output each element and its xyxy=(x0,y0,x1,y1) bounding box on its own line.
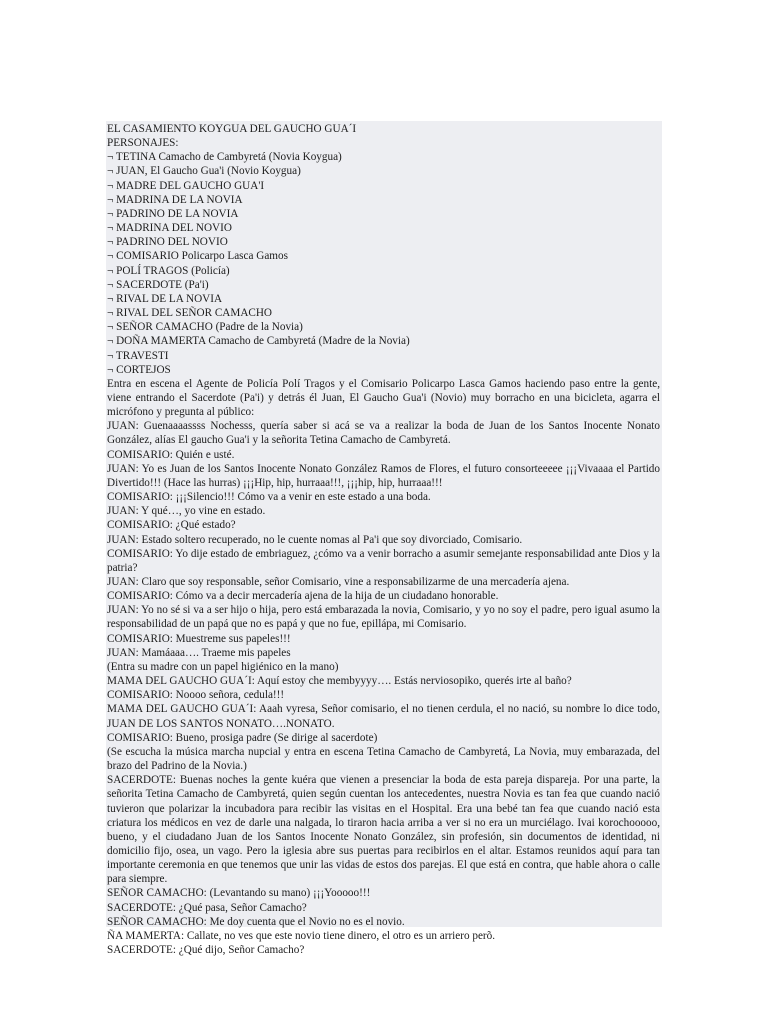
cast-item: ¬ SEÑOR CAMACHO (Padre de la Novia) xyxy=(107,321,303,334)
cast-item: ¬ POLÍ TRAGOS (Policía) xyxy=(107,264,230,277)
script-paragraph: COMISARIO: Quién e usté. xyxy=(107,448,235,461)
document-page xyxy=(106,121,662,957)
script-paragraph: SEÑOR CAMACHO: Me doy cuenta que el Novio no es el novio. xyxy=(107,915,405,928)
cast-item: ¬ MADRE DEL GAUCHO GUA'I xyxy=(107,179,265,192)
cast-item: ¬ MADRINA DEL NOVIO xyxy=(107,222,232,235)
script-paragraph: JUAN: Yo no sé si va a ser hijo o hija, pero está embarazada la novia, Comisario, y yo no soy el padre, pero igual asumo la responsabilidad de un papá que no es papá y que no fue, epillápa, mi Comisario. xyxy=(107,604,660,631)
cast-item: ¬ SACERDOTE (Pa'i) xyxy=(107,278,209,291)
script-paragraph: SEÑOR CAMACHO: (Levantando su mano) ¡¡¡Yooooo!!! xyxy=(107,887,371,900)
cast-item: ¬ COMISARIO Policarpo Lasca Gamos xyxy=(107,250,288,263)
script-paragraph: (Entra su madre con un papel higiénico en la mano) xyxy=(107,660,339,673)
cast-item: ¬ TETINA Camacho de Cambyretá (Novia Koygua) xyxy=(107,151,342,164)
cast-item: ¬ RIVAL DEL SEÑOR CAMACHO xyxy=(107,307,273,320)
script-paragraph: JUAN: Claro que soy responsable, señor Comisario, vine a responsabilizarme de una mercadería ajena. xyxy=(107,576,570,588)
script-paragraph: COMISARIO: Cómo va a decir mercadería ajena de la hija de un ciudadano honorable. xyxy=(107,590,499,603)
cast-heading: PERSONAJES: xyxy=(107,137,179,150)
cast-item: ¬ DOÑA MAMERTA Camacho de Cambyretá (Madre de la Novia) xyxy=(107,335,410,348)
script-paragraph: MAMA DEL GAUCHO GUA´I: Aaah vyresa, Señor comisario, el no tienen cerdula, el no nació, su nombre lo dice todo, JUAN DE LOS SANTOS NONATO….NONATO. xyxy=(107,703,660,730)
script-paragraph: JUAN: Estado soltero recuperado, no le cuente nomas al Pa'i que soy divorciado, Comisario. xyxy=(107,533,523,546)
script-paragraph: SACERDOTE: Buenas noches la gente kuéra que vienen a presenciar la boda de esta pareja dispareja. Por una parte, la señorita Tetina Camacho de Cambyretá, quien según cuentan los antecedentes, nuestra Novia es tan fea que cuando nació tuvieron que polarizar la incubadora para recibir las visitas en el Hospital. Era una bebé tan fea que cuando nació esta criatura los médicos en vez de darle una nalgada, lo tiraron hacia arriba a ver si no era un murciélago. Ivai korochooooo, bueno, y el ciudadano Juan de los Santos Inocente Nonato González, sin profesión, sin documentos de identidad, ni domicilio fijo, osea, un vago. Pero la iglesia abre sus puertas para recibirlos en el altar. Estamos reunidos aquí para tan importante ceremonia en que tenemos que unir las vidas de estos dos parejas. El que está en contra, que hable ahora o calle para siempre. xyxy=(107,774,660,886)
cast-item: ¬ RIVAL DE LA NOVIA xyxy=(107,292,223,305)
script-paragraph: SACERDOTE: ¿Qué dijo, Señor Camacho? xyxy=(107,944,305,957)
script-body xyxy=(107,377,660,957)
cast-item: ¬ MADRINA DE LA NOVIA xyxy=(107,193,243,206)
script-paragraph: JUAN: Yo es Juan de los Santos Inocente Nonato González Ramos de Flores, el futuro consorteeeee ¡¡¡Vivaaaa el Partido Divertido!!! (Hace las hurras) ¡¡¡Hip, hip, hurraaa!!!, ¡¡¡hip, hip, hurraaa!!! xyxy=(107,462,660,489)
script-paragraph: COMISARIO: Bueno, prosiga padre (Se dirige al sacerdote) xyxy=(107,731,378,744)
cast-item: ¬ PADRINO DE LA NOVIA xyxy=(107,207,239,220)
cast-item: ¬ CORTEJOS xyxy=(107,363,171,376)
cast-item: ¬ TRAVESTI xyxy=(107,349,169,362)
script-paragraph: Entra en escena el Agente de Policía Polí Tragos y el Comisario Policarpo Lasca Gamos haciendo paso entre la gente, viene entrando el Sacerdote (Pa'i) y detrás él Juan, El Gaucho Gua'i (Novio) muy borracho en una bicicleta, agarra el micrófono y pregunta al público: xyxy=(107,377,660,419)
cast-list xyxy=(107,150,660,377)
document-title: EL CASAMIENTO KOYGUA DEL GAUCHO GUA´I xyxy=(107,123,357,135)
script-paragraph: SACERDOTE: ¿Qué pasa, Señor Camacho? xyxy=(107,901,307,914)
script-paragraph: JUAN: Y qué…, yo vine en estado. xyxy=(107,505,266,518)
cast-item: ¬ JUAN, El Gaucho Gua'i (Novio Koygua) xyxy=(107,165,301,178)
script-paragraph: COMISARIO: ¡¡¡Silencio!!! Cómo va a venir en este estado a una boda. xyxy=(107,491,431,504)
script-paragraph: (Se escucha la música marcha nupcial y entra en escena Tetina Camacho de Cambyretá, La Novia, muy embarazada, del brazo del Padrino de la Novia.) xyxy=(107,745,660,773)
script-paragraph: JUAN: Guenaaaassss Nochesss, quería saber si acá se va a realizar la boda de Juan de los Santos Inocente Nonato González, alías El gaucho Gua'i y la señorita Tetina Camacho de Cambyretá. xyxy=(107,420,660,447)
script-paragraph: COMISARIO: ¿Qué estado? xyxy=(107,519,236,532)
cast-item: ¬ PADRINO DEL NOVIO xyxy=(107,236,228,249)
script-paragraph: ÑA MAMERTA: Callate, no ves que este novio tiene dinero, el otro es un arriero perõ. xyxy=(107,929,496,942)
script-paragraph: MAMA DEL GAUCHO GUA´I: Aquí estoy che membyyyy…. Estás nerviosopiko, querés irte al baño? xyxy=(107,675,572,688)
script-paragraph: COMISARIO: Yo dije estado de embriaguez, ¿cómo va a venir borracho a asumir semejante responsabilidad ante Dios y la patria? xyxy=(107,547,660,574)
script-paragraph: COMISARIO: Muestreme sus papeles!!! xyxy=(107,632,291,645)
script-paragraph: JUAN: Mamáaaa…. Traeme mis papeles xyxy=(107,646,291,659)
script-paragraph: COMISARIO: Noooo señora, cedula!!! xyxy=(107,689,285,702)
